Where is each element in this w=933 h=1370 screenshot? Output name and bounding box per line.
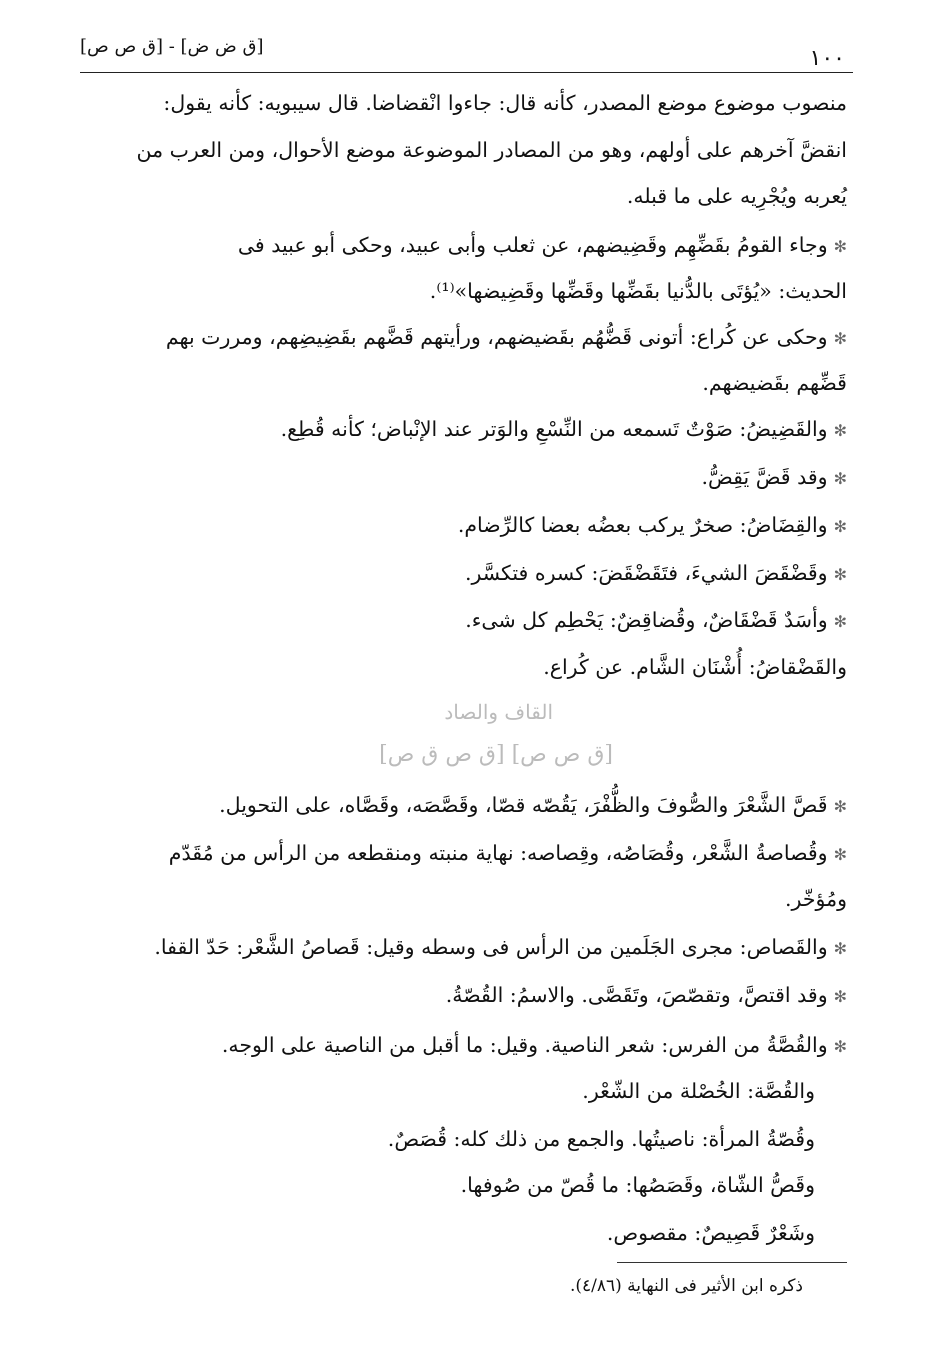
text-line: وقد قَضَّ يَقِضُّ.	[701, 465, 828, 489]
asterisk-icon: ✻	[833, 612, 847, 631]
asterisk-icon: ✻	[833, 987, 847, 1006]
section-subheading: [ق ص ص] [ق ص ق ص]	[379, 742, 613, 767]
text-line: والقُصَّة: الخُصْلة من الشّعْر.	[582, 1079, 815, 1103]
header-rule	[80, 72, 853, 73]
entry-line	[86, 510, 847, 542]
page-number: ١٠٠	[809, 46, 845, 71]
asterisk-icon: ✻	[833, 469, 847, 488]
text-line: وحكى عن كُراع: أتونى قَضُّهُم بقَضيضهم، ورأيتهم قَضَّهم بقَضِيضِهم، ومررت بهم	[165, 325, 828, 349]
asterisk-icon: ✻	[833, 421, 847, 440]
root-label: [ق ض ض] - [ق ص ص]	[80, 36, 264, 57]
entry-line	[86, 605, 847, 637]
text-line: والقَضْقاضُ: أُشْنَان الشَّام. عن كُراع.	[543, 655, 847, 679]
entry-line	[86, 838, 847, 870]
footnote: ذكره ابن الأثير فى النهاية (٤/٨٦).	[569, 1276, 803, 1296]
entry-line	[86, 462, 847, 494]
entry-line	[86, 790, 847, 822]
section-heading: القاف والصاد	[444, 700, 553, 724]
text-line: وأسَدٌ قَضْقَاضٌ، وقُضاقِضٌ: يَحْطِم كل شىء.	[465, 608, 828, 632]
entry-line	[86, 932, 847, 964]
asterisk-icon: ✻	[833, 329, 847, 348]
text-line: وقَضْقَضَ الشيءَ، فتَقَضْقَضَ: كسره فتكسَّر.	[464, 561, 828, 585]
text-line: وشَعْرٌ قَصِيصٌ: مقصوص.	[606, 1221, 815, 1245]
text-line: وجاء القومُ بقَضِّهِم وقَضِيضهم، عن ثعلب وأبى عبيد، وحكى أبو عبيد فى	[237, 233, 828, 257]
text-line: والقَصاص: مجرى الجَلَمين من الرأس فى وسطه وقيل: قَصاصُ الشَّعْر: حَدّ القفا.	[154, 935, 828, 959]
text-line: وقد اقتصَّ، وتقصّصَ، وتَقَصَّى. والاسمُ: القُصّةُ.	[445, 983, 828, 1007]
footnote-rule	[617, 1262, 847, 1263]
text-line: قَصَّ الشَّعْرَ والصُّوفَ والظُّفْرَ، يَقُصّه قصّا، وقَصَّصَه، وقَصَّاه، على التحويل.	[219, 793, 828, 817]
entry-line	[86, 558, 847, 590]
entry-line	[86, 1030, 847, 1062]
text-line: الحديث: «يُؤتَى بالدُّنيا بقَضِّها وقَضِّها وقَضِيضها»⁽¹⁾.	[429, 279, 847, 303]
text-line: انقضَّ آخرهم على أولهم، وهو من المصادر الموضوعة موضع الأحوال، ومن العرب من	[136, 138, 847, 162]
text-line: منصوب موضوع موضع المصدر، كأنه قال: جاءوا انْقضاضا. قال سيبويه: كأنه يقول:	[163, 91, 847, 115]
text-line: والقِضَاضُ: صخرٌ يركب بعضُه بعضا كالرِّضام.	[457, 513, 828, 537]
text-line: والقَضِيضُ: صَوْتٌ تَسمعه من النِّسْعِ والوَتر عند الإنْباض؛ كأنه قُطِع.	[280, 417, 828, 441]
entry-line	[86, 230, 847, 262]
running-header	[80, 30, 853, 70]
text-line: وقُصاصةُ الشَّعْر، وقُصَاصُه، وقِصاصه: نهاية منبته ومنقطعه من الرأس من مُقَدّم	[168, 841, 828, 865]
asterisk-icon: ✻	[833, 237, 847, 256]
text-line: وقُصّةُ المرأة: ناصيتُها. والجمع من ذلك كله: قُصَصٌ.	[387, 1127, 815, 1151]
asterisk-icon: ✻	[833, 565, 847, 584]
entry-line	[86, 980, 847, 1012]
text-line: قَضِّهم بقَضيضهم.	[702, 371, 847, 395]
asterisk-icon: ✻	[833, 517, 847, 536]
asterisk-icon: ✻	[833, 1037, 847, 1056]
text-line: ومُؤخّر.	[785, 887, 847, 911]
entry-line	[86, 322, 847, 354]
entry-line	[86, 414, 847, 446]
text-line: يُعربه ويُجْرِيه على ما قبله.	[626, 184, 847, 208]
asterisk-icon: ✻	[833, 939, 847, 958]
text-line: وقَصُّ الشّاة، وقَصَصُها: ما قُصّ من صُوفها.	[460, 1173, 815, 1197]
asterisk-icon: ✻	[833, 797, 847, 816]
asterisk-icon: ✻	[833, 845, 847, 864]
text-line: والقُصَّةُ من الفرس: شعر الناصية. وقيل: ما أقبل من الناصية على الوجه.	[221, 1033, 828, 1057]
